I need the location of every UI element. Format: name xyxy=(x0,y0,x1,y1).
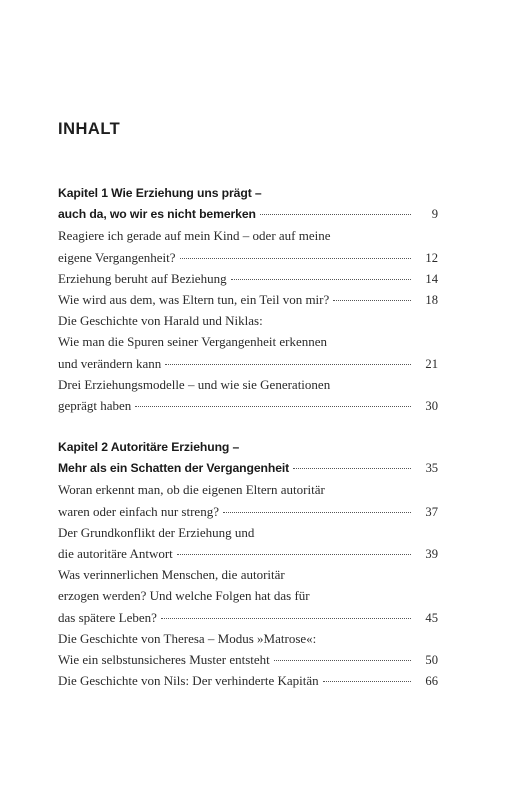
toc-entry-line xyxy=(58,628,438,649)
entry-text: Wie wird aus dem, was Eltern tun, ein Teil von mir? xyxy=(58,291,330,307)
page-number: 9 xyxy=(431,207,438,222)
dot-leader xyxy=(180,258,411,259)
page-number: 30 xyxy=(425,398,438,413)
entry-text: geprägt haben xyxy=(58,397,132,413)
entry-text: Was verinnerlichen Menschen, die autoritär xyxy=(58,567,285,583)
page-number: 39 xyxy=(425,546,438,561)
toc-entry-line xyxy=(58,225,438,246)
dot-leader xyxy=(223,512,411,513)
toc-entry-line xyxy=(58,522,438,543)
dot-leader xyxy=(323,681,411,682)
page-number: 66 xyxy=(425,674,438,689)
chapter-title-line xyxy=(58,458,438,479)
entry-text: Kapitel 2 Autoritäre Erziehung – xyxy=(58,440,240,454)
entry-text: Die Geschichte von Harald und Niklas: xyxy=(58,313,263,329)
entry-text: Der Grundkonflikt der Erziehung und xyxy=(58,524,255,540)
chapter-title-line xyxy=(58,183,438,204)
toc-entry-line xyxy=(58,670,438,691)
dot-leader xyxy=(177,554,411,555)
toc-entry-line xyxy=(58,353,438,374)
toc-entry-line xyxy=(58,501,438,522)
entry-text: Wie ein selbstunsicheres Muster entsteht xyxy=(58,651,270,667)
entry-text: waren oder einfach nur streng? xyxy=(58,503,219,519)
dot-leader xyxy=(260,214,411,215)
entry-text: Woran erkennt man, ob die eigenen Eltern autoritär xyxy=(58,482,325,498)
page-number: 18 xyxy=(425,292,438,307)
chapter-2-section xyxy=(58,437,438,691)
entry-text: die autoritäre Antwort xyxy=(58,545,173,561)
toc-heading: INHALT xyxy=(58,120,121,138)
toc-entry-line xyxy=(58,564,438,585)
toc-entry-line xyxy=(58,310,438,331)
toc-entry-line xyxy=(58,543,438,564)
dot-leader xyxy=(161,618,411,619)
dot-leader xyxy=(231,279,411,280)
entry-text: Drei Erziehungsmodelle – und wie sie Generationen xyxy=(58,376,331,392)
dot-leader xyxy=(293,468,411,469)
entry-text: und verändern kann xyxy=(58,355,162,371)
entry-text: Erziehung beruht auf Beziehung xyxy=(58,270,227,286)
toc-entry-line xyxy=(58,607,438,628)
toc-entry-line xyxy=(58,395,438,416)
dot-leader xyxy=(165,364,411,365)
page-number: 21 xyxy=(425,356,438,371)
toc-entry-line xyxy=(58,479,438,500)
chapter-1-section xyxy=(58,183,438,416)
dot-leader xyxy=(135,406,411,407)
entry-text: Kapitel 1 Wie Erziehung uns prägt – xyxy=(58,186,262,200)
entry-text: Die Geschichte von Nils: Der verhinderte Kapitän xyxy=(58,673,319,689)
page-number: 12 xyxy=(425,250,438,265)
page-number: 37 xyxy=(425,504,438,519)
toc-entry-line xyxy=(58,649,438,670)
chapter-title-line xyxy=(58,204,438,225)
entry-text: Wie man die Spuren seiner Vergangenheit erkennen xyxy=(58,334,328,350)
toc-entry-line xyxy=(58,331,438,352)
toc-entry-line xyxy=(58,268,438,289)
page-number: 45 xyxy=(425,610,438,625)
entry-text: das spätere Leben? xyxy=(58,609,157,625)
toc-entry-line xyxy=(58,247,438,268)
dot-leader xyxy=(274,660,411,661)
dot-leader xyxy=(333,300,411,301)
entry-text: Reagiere ich gerade auf mein Kind – oder auf meine xyxy=(58,228,331,244)
page-number: 35 xyxy=(425,461,438,476)
toc-entry-line xyxy=(58,289,438,310)
toc-entry-line xyxy=(58,585,438,606)
entry-text: erzogen werden? Und welche Folgen hat das für xyxy=(58,588,310,604)
chapter-title-line xyxy=(58,437,438,458)
entry-text: Mehr als ein Schatten der Vergangenheit xyxy=(58,461,290,476)
entry-text: Die Geschichte von Theresa – Modus »Matrose«: xyxy=(58,630,317,646)
page-number: 50 xyxy=(425,652,438,667)
entry-text: auch da, wo wir es nicht bemerken xyxy=(58,207,256,222)
toc-entry-line xyxy=(58,374,438,395)
page-number: 14 xyxy=(425,271,438,286)
entry-text: eigene Vergangenheit? xyxy=(58,249,176,265)
